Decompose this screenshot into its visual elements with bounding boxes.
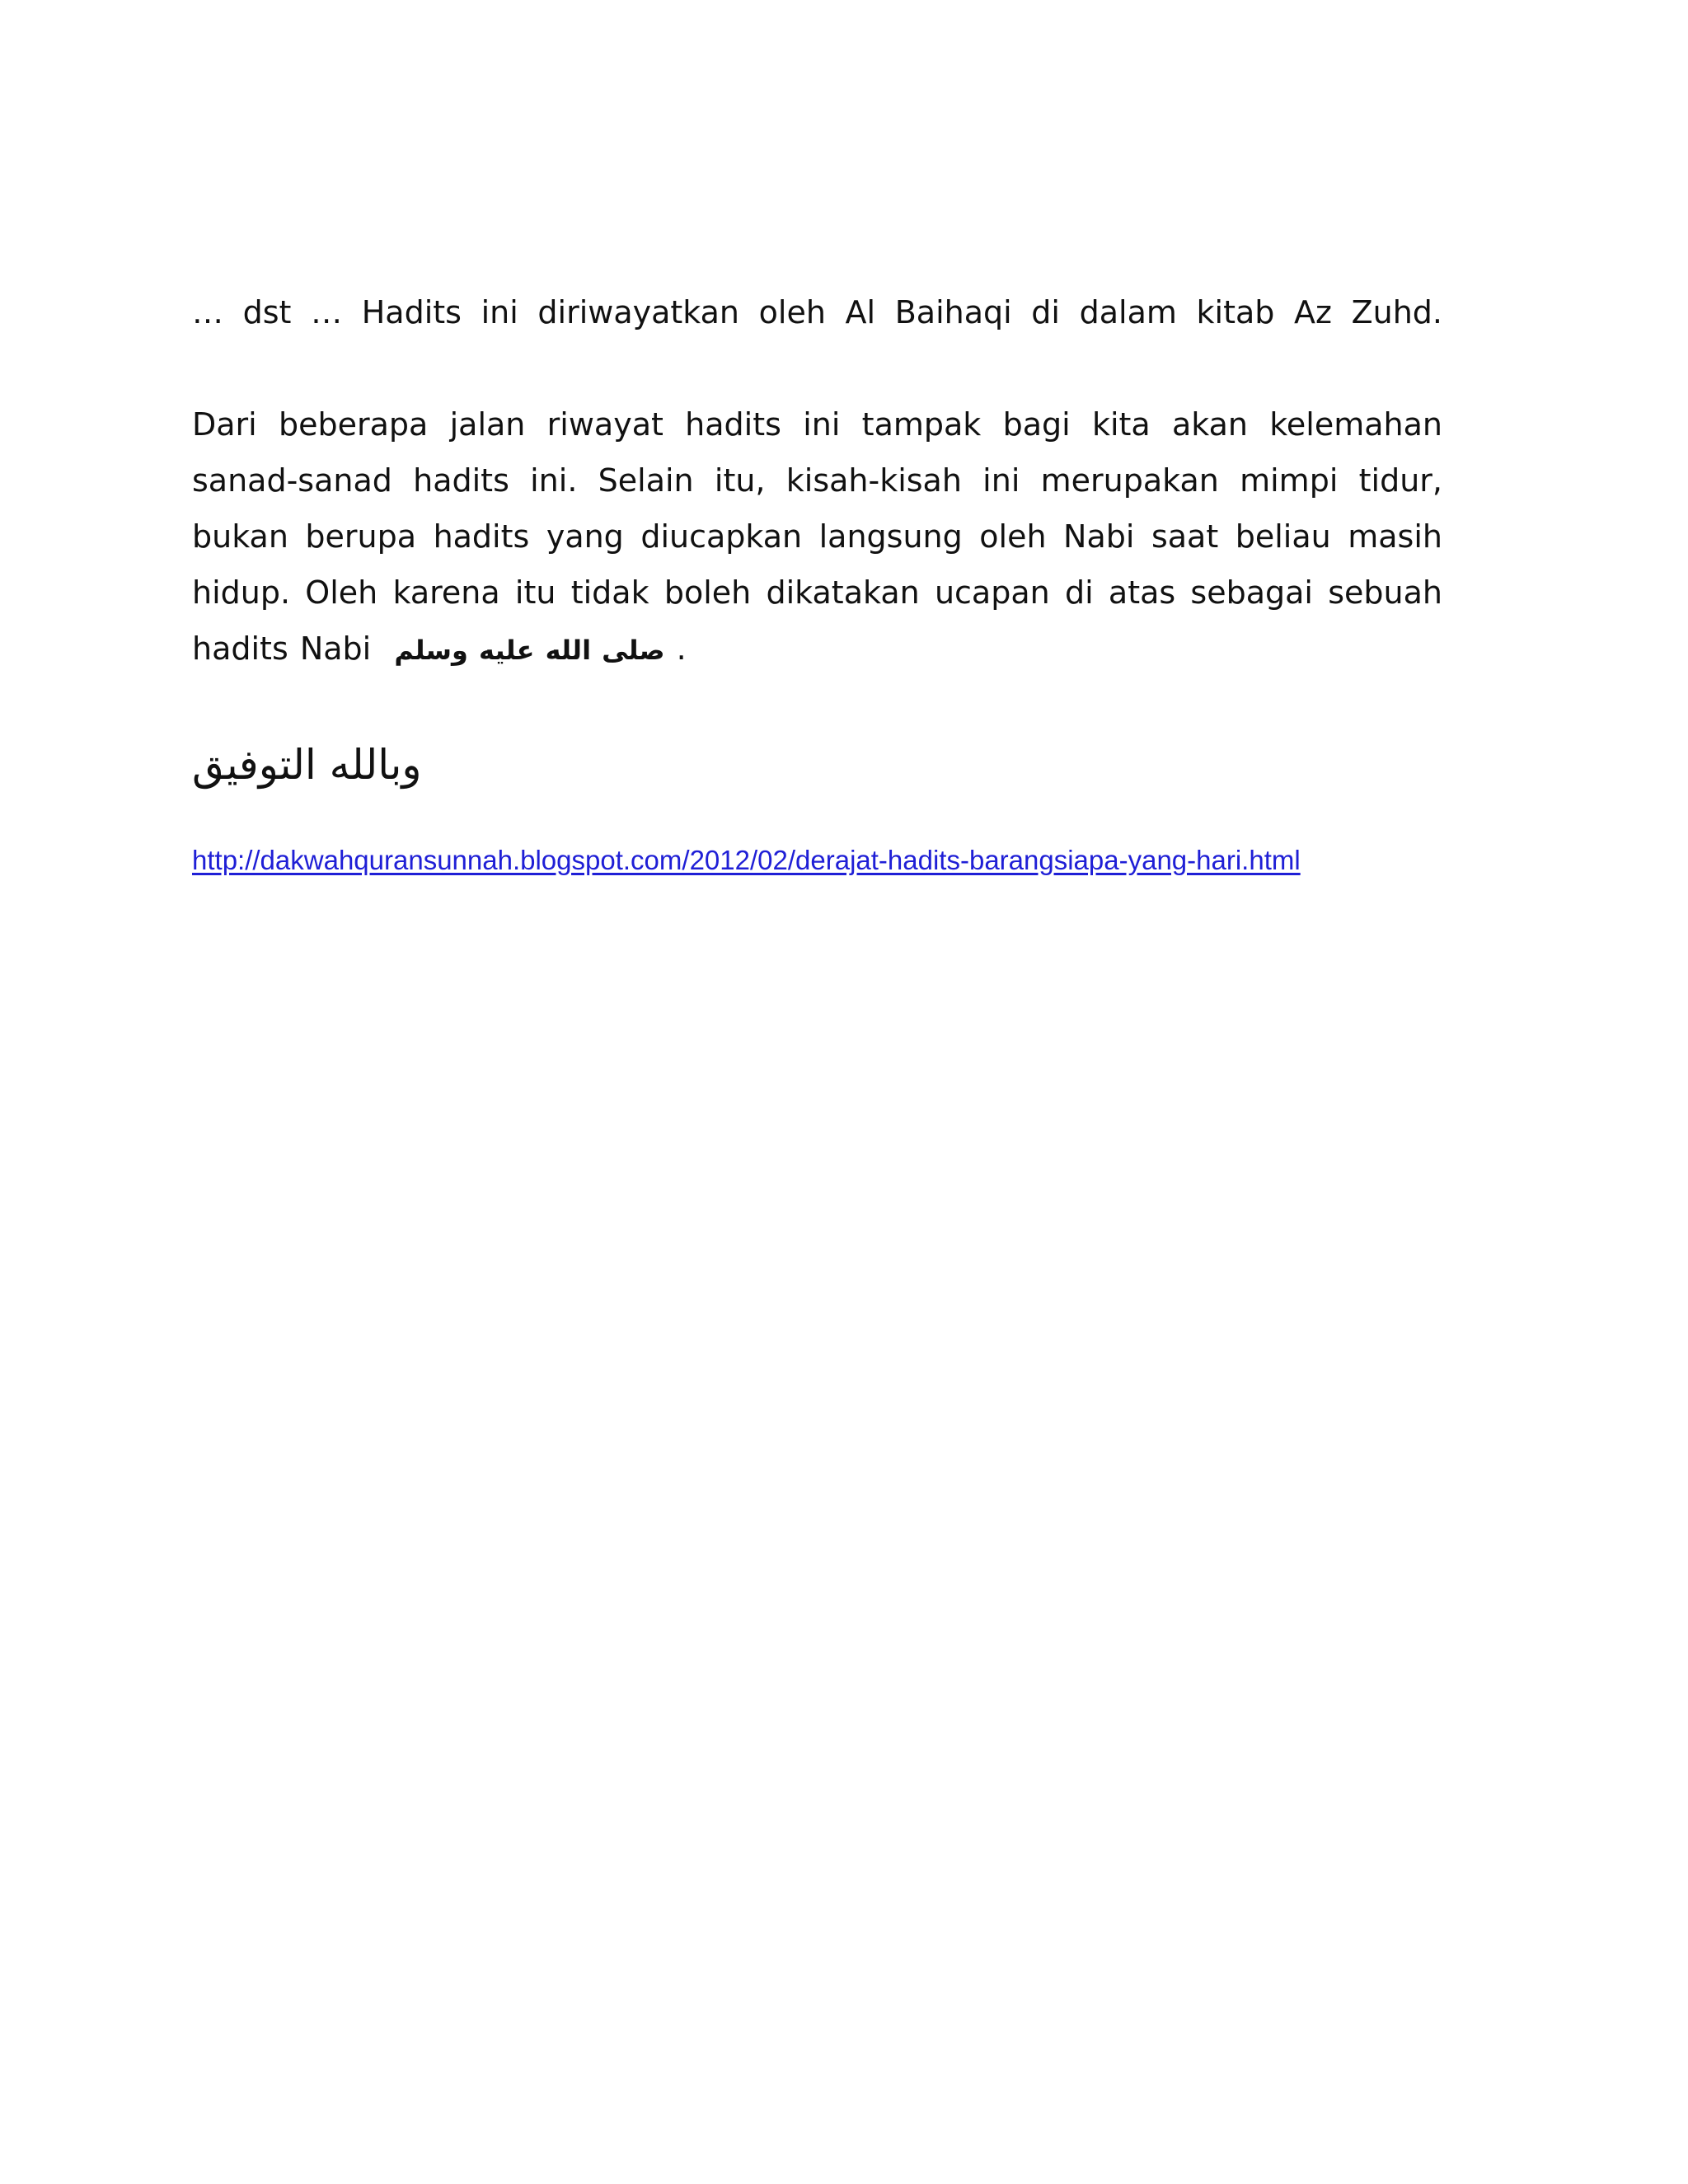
document-body: [192, 284, 1442, 876]
closing-arabic: وبالله التوفيق: [192, 741, 422, 789]
paragraph-intro: … dst … Hadits ini diriwayatkan oleh Al Baihaqi di dalam kitab Az Zuhd.: [192, 294, 1442, 330]
source-link[interactable]: http://dakwahquransunnah.blogspot.com/2012/02/derajat-hadits-barangsiapa-yang-hari.html: [192, 845, 1301, 875]
arabic-salawat: صلى الله عليه وسلم: [394, 635, 665, 666]
paragraph-analysis: [192, 396, 1442, 678]
paragraph-analysis-text: Dari beberapa jalan riwayat hadits ini tampak bagi kita akan kelemahan sanad-sanad hadits ini. Selain itu, kisah-kisah ini merupakan mimpi tidur, bukan berupa hadits yang diucapkan langsung oleh Nabi saat beliau masih hidup. Oleh karena itu tidak boleh dikatakan ucapan di atas sebagai sebuah hadits Nabi: [192, 406, 1442, 667]
closing-wrapper: [192, 678, 1442, 794]
end-punctuation: .: [676, 630, 687, 667]
